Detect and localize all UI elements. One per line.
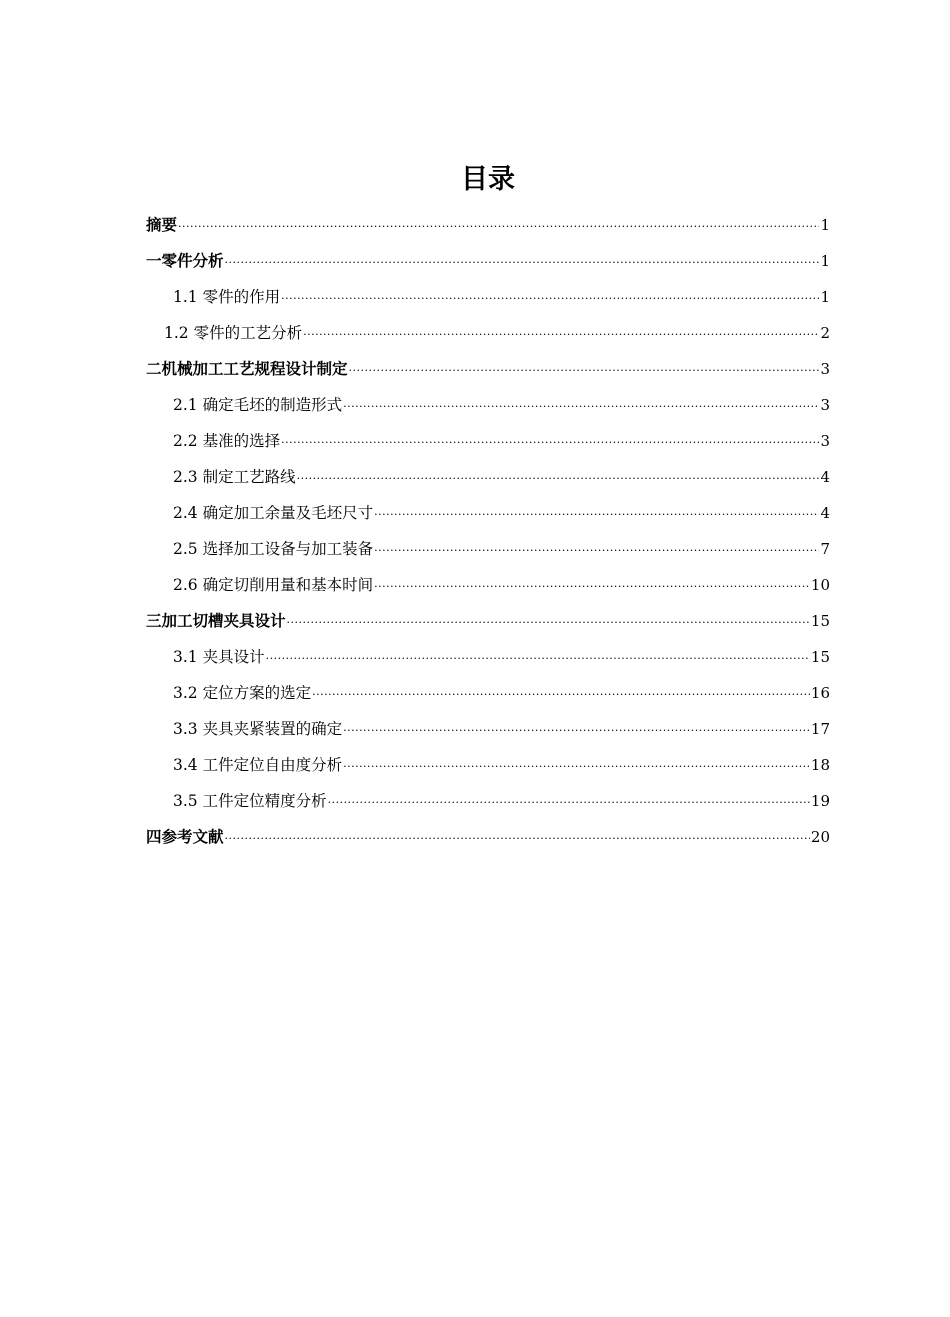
toc-page-number: 15 [810,612,830,630]
toc-page-number: 18 [810,756,830,774]
toc-page-number: 15 [810,648,830,666]
page-title: 目录 [461,164,515,195]
toc-page-number: 10 [810,576,830,594]
toc-entry-machining-process[interactable] [146,351,830,387]
toc-page-number: 1 [820,216,830,234]
toc-dot-leader [266,641,810,675]
toc-entry-2-1[interactable] [146,387,830,423]
toc-page-number: 4 [820,504,830,522]
toc-dot-leader [374,497,819,531]
toc-dot-leader [374,533,819,567]
toc-dot-leader [312,677,810,711]
toc-dot-leader [225,821,810,855]
toc-dot-leader [343,749,810,783]
toc-entry-3-3[interactable] [146,711,830,747]
toc-entry-label: 3.2 定位方案的选定 [173,684,312,702]
toc-dot-leader [281,425,819,459]
toc-dot-leader [178,209,819,243]
toc-entry-label: 2.4 确定加工余量及毛坯尺寸 [173,504,374,522]
toc-page-number: 3 [820,432,830,450]
toc-dot-leader [303,317,819,351]
toc-page-number: 17 [810,720,830,738]
toc-entry-label: 3.5 工件定位精度分析 [173,792,327,810]
toc-entry-2-2[interactable] [146,423,830,459]
toc-dot-leader [297,461,820,495]
toc-entry-fixture-design[interactable] [146,603,830,639]
toc-dot-leader [287,605,810,639]
toc-entry-3-1[interactable] [146,639,830,675]
toc-page-number: 19 [810,792,830,810]
toc-entry-label: 1.1 零件的作用 [173,288,281,306]
toc-entry-label: 三加工切槽夹具设计 [146,612,286,630]
toc-entry-label: 四参考文献 [146,828,224,846]
toc-entry-label: 一零件分析 [146,252,224,270]
toc-entry-1-2[interactable] [146,315,830,351]
toc-entry-label: 2.1 确定毛坯的制造形式 [173,396,343,414]
toc-page-number: 4 [820,468,830,486]
toc-entry-label: 2.6 确定切削用量和基本时间 [173,576,374,594]
toc-entry-3-4[interactable] [146,747,830,783]
toc-entry-references[interactable] [146,819,830,855]
toc-entry-label: 1.2 零件的工艺分析 [164,324,303,342]
toc-entry-2-6[interactable] [146,567,830,603]
toc-page-number: 16 [810,684,830,702]
toc-entry-label: 3.3 夹具夹紧装置的确定 [173,720,343,738]
toc-dot-leader [343,389,819,423]
toc-page-number: 7 [820,540,830,558]
toc-entry-2-5[interactable] [146,531,830,567]
toc-entry-abstract[interactable] [146,207,830,243]
toc-dot-leader [328,785,810,819]
toc-dot-leader [281,281,819,315]
toc-dot-leader [349,353,820,387]
toc-entry-label: 二机械加工工艺规程设计制定 [146,360,348,378]
toc-entry-label: 3.1 夹具设计 [173,648,265,666]
toc-entry-label: 摘要 [146,216,178,234]
toc-entry-3-2[interactable] [146,675,830,711]
toc-page-number: 2 [820,324,830,342]
toc-entry-label: 2.3 制定工艺路线 [173,468,296,486]
toc-page-number: 1 [820,252,830,270]
toc-entry-label: 3.4 工件定位自由度分析 [173,756,343,774]
toc-entry-2-3[interactable] [146,459,830,495]
toc-entry-3-5[interactable] [146,783,830,819]
toc-entry-1-1[interactable] [146,279,830,315]
toc-dot-leader [374,569,810,603]
toc-dot-leader [225,245,820,279]
toc-entry-label: 2.5 选择加工设备与加工装备 [173,540,374,558]
toc-dot-leader [343,713,810,747]
toc-page-number: 3 [820,396,830,414]
toc-page-number: 20 [810,828,830,846]
toc-page-number: 1 [820,288,830,306]
toc-entry-label: 2.2 基准的选择 [173,432,281,450]
toc-entry-part-analysis[interactable] [146,243,830,279]
toc-entry-2-4[interactable] [146,495,830,531]
toc-page-number: 3 [820,360,830,378]
table-of-contents [146,207,830,855]
